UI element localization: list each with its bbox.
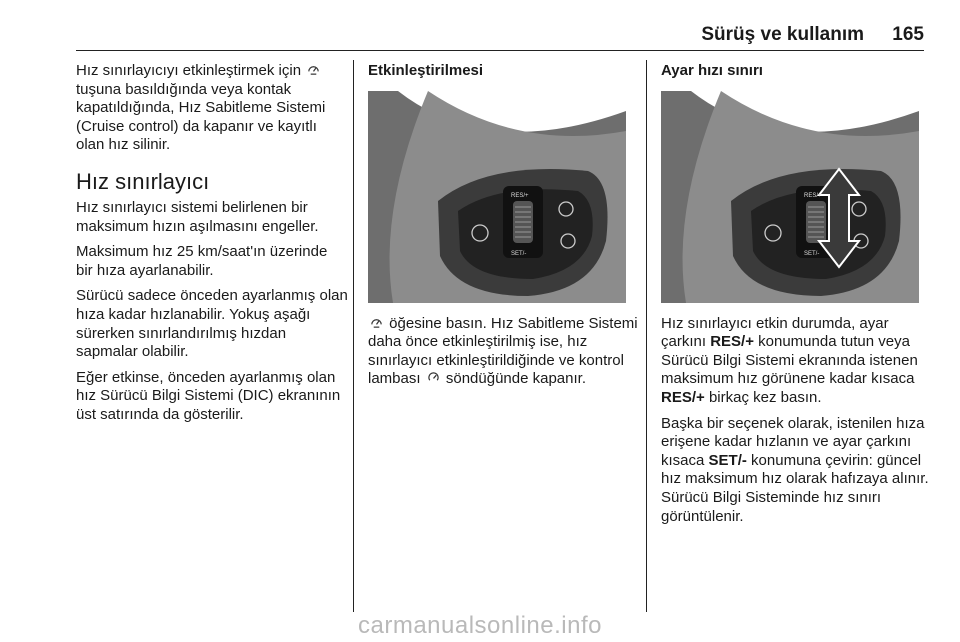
wheel-label-set: SET/- [511,250,527,257]
column-left [76,62,348,432]
wheel-label-res: RES/+ [511,192,529,199]
wheel-label-res: RES/+ [804,192,822,199]
speed-limiter-icon [307,63,320,76]
paragraph: Hız sınırlayıcı etkin durumda, ayar çarkını RES/+ konumunda tutun veya Sürücü Bilgi Sistemi ekranında istenen maksimum hız görünene kadar kısaca RES/+ birkaç kez basın. [661,314,918,406]
bold-term: SET/- [708,451,747,469]
paragraph: Başka bir seçenek olarak, istenilen hıza erişene kadar hızlanın ve ayar çarkını kısaca SET/- konumuna çevirin: güncel hız maksimum hız olarak hafızaya alınır. Sürücü Bilgi Sisteminde hız sınırı görüntülenir. [661,414,929,525]
paragraph: Eğer etkinse, önceden ayarlanmış olan hız Sürücü Bilgi Sistemi (DIC) ekranının üst satırında da gösterilir. [76,368,341,423]
column-right [661,62,933,533]
steering-wheel-photo [368,91,626,303]
steering-wheel-photo-arrow [661,91,919,303]
paragraph: öğesine basın. Hız Sabitleme Sistemi daha önce etkinleştirilmiş ise, hız sınırlayıcı etkinleştirildiğinde ve kontrol lambası söndüğünde kapanır. [368,314,638,388]
cruise-control-icon [427,371,440,384]
column-divider [353,60,354,612]
paragraph: Hız sınırlayıcı sistemi belirlenen bir maksimum hızın aşılmasını engeller. [76,198,319,235]
column-middle [368,62,640,396]
bold-term: RES/+ [710,333,754,351]
page-number: 165 [892,24,924,45]
wheel-label-set: SET/- [804,250,820,257]
intro-paragraph: Hız sınırlayıcıyı etkinleştirmek için tuşuna basıldığında veya kontak kapatıldığında, Hız Sabitleme Sistemi (Cruise control) da kapanır ve kayıtlı olan hız silinir. [76,62,326,154]
chapter-title: Sürüş ve kullanım [701,24,864,45]
page-header [0,0,960,52]
paragraph: Maksimum hız 25 km/saat'ın üzerinde bir hıza ayarlanabilir. [76,243,328,279]
column-divider [646,60,647,612]
speed-limiter-icon [370,316,383,329]
paragraph: Sürücü sadece önceden ayarlanmış olan hıza kadar hızlanabilir. Yokuş aşağı sürerken sınırlandırılmış hızdan sapmalar olabilir. [76,287,348,361]
header-divider [76,50,924,51]
watermark: carmanualsonline.info [358,612,602,639]
subsection-heading: Etkinleştirilmesi [368,62,484,79]
subsection-heading: Ayar hızı sınırı [661,62,763,79]
section-heading: Hız sınırlayıcı [76,168,210,194]
bold-term: RES/+ [661,388,705,406]
